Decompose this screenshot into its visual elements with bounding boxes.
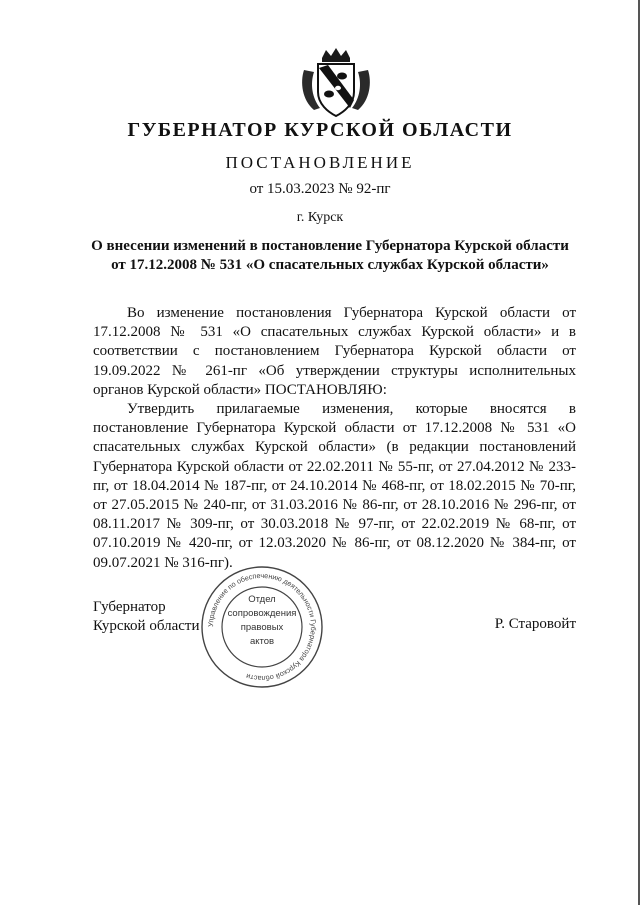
subject-line-2: от 17.12.2008 № 531 «О спасательных службах Курской области»: [111, 257, 549, 273]
signer-name: Р. Старовойт: [494, 616, 576, 632]
body-paragraph-2: Утвердить прилагаемые изменения, которые вносятся в постановление Губернатора Курской области от 17.12.2008 № 531 «О спасательных службах Курской области» (в редакции постановлений Губернатора Курской области от 22.02.2011 № 55-пг, от 27.04.2012 № 233-пг, от 18.04.2014 № 187-пг, от 24.10.2014 № 468-пг, от 18.02.2015 № 70-пг, от 27.05.2015 № 240-пг, от 31.03.2016 № 86-пг, от 28.10.2016 № 296-пг, от 08.11.2017 № 309-пг, от 30.03.2018 № 97-пг, от 22.02.2019 № 68-пг, от 07.10.2019 № 420-пг, от 12.03.2020 № 86-пг, от 08.12.2020 № 384-пг, от 09.07.2021 № 316-пг).: [93, 401, 576, 571]
approval-stamp: [200, 565, 324, 689]
stamp-inner-text: [200, 593, 324, 649]
signer-title: [93, 598, 199, 636]
document-type: ПОСТАНОВЛЕНИЕ: [225, 153, 415, 172]
signer-title-line-2: Курской области: [93, 618, 200, 634]
signer-title-line-1: Губернатор: [93, 599, 166, 615]
body-paragraph-1: Во изменение постановления Губернатора Курской области от 17.12.2008 № 531 «О спасательных службах Курской области» и в соответствии с постановлением Губернатора Курской области от 19.09.2022 № 261-пг «Об утверждении структуры исполнительных органов Курской области» ПОСТАНОВЛЯЮ:: [93, 305, 576, 398]
stamp-line-1: Отдел: [248, 594, 276, 605]
subject-line-1: О внесении изменений в постановление Губернатора Курской области: [91, 238, 569, 254]
stamp-line-2: сопровождения: [227, 608, 297, 619]
document-body: [93, 304, 576, 573]
coat-of-arms-icon: [298, 48, 374, 118]
stamp-line-3: правовых: [240, 622, 284, 633]
authority-title: ГУБЕРНАТОР КУРСКОЙ ОБЛАСТИ: [127, 119, 513, 141]
document-date-number: от 15.03.2023 № 92-пг: [249, 181, 391, 197]
stamp-ring-text: Управление по обеспечению деятельности Губернатора Курской области: [205, 570, 319, 684]
document-city: г. Курск: [296, 210, 344, 225]
document-subject: [80, 237, 580, 275]
stamp-line-4: актов: [249, 636, 275, 647]
